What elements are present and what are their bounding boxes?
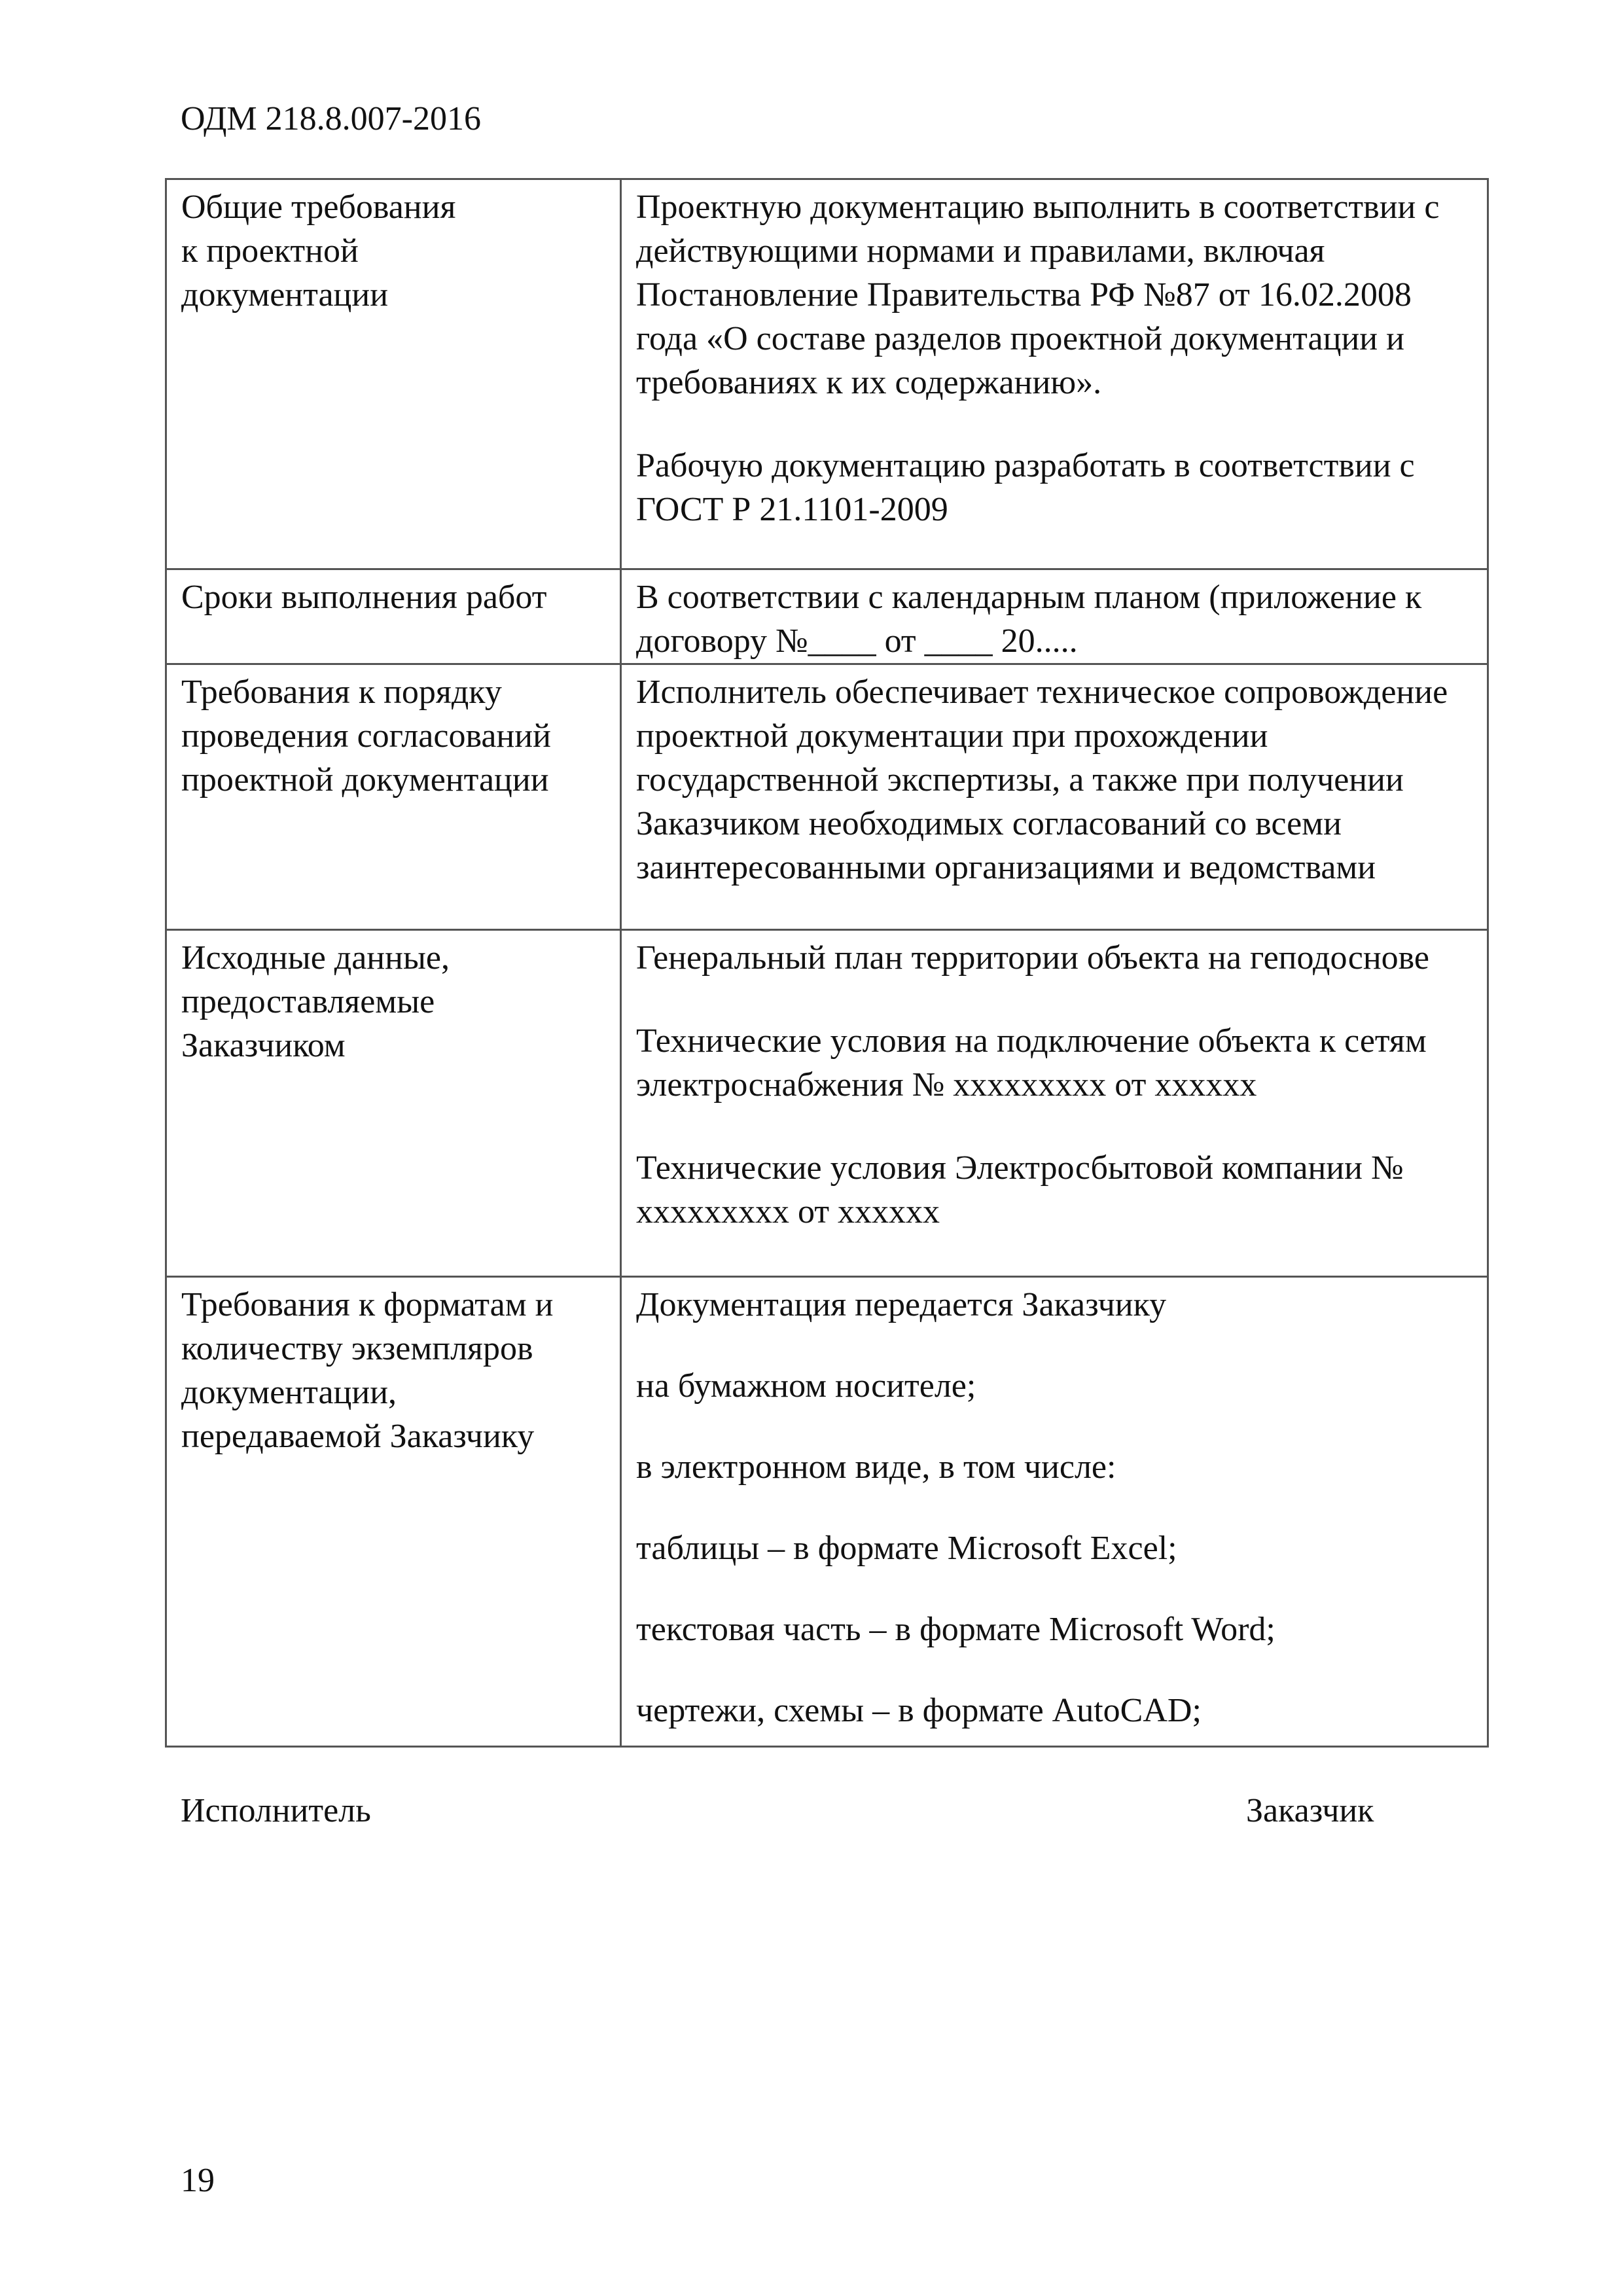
cell-paragraph: на бумажном носителе; <box>636 1367 976 1405</box>
cell-paragraph: Технические условия на подключение объекта к сетям электроснабжения № ххххххххх от хххххх <box>636 1022 1427 1103</box>
row-content-cell <box>621 664 1488 930</box>
table-row <box>166 930 1488 1277</box>
customer-signature-label: Заказчик <box>1246 1792 1374 1829</box>
table-row <box>166 664 1488 930</box>
requirements-table <box>165 178 1489 1748</box>
cell-paragraph: таблицы – в формате Microsoft Excel; <box>636 1530 1177 1567</box>
row-label: Требования к порядку проведения согласований проектной документации <box>181 673 551 798</box>
row-label: Сроки выполнения работ <box>181 579 547 616</box>
row-label: Требования к форматам и количеству экземпляров документации, передаваемой Заказчику <box>181 1286 554 1455</box>
table-row <box>166 1277 1488 1747</box>
row-content-cell <box>621 930 1488 1277</box>
cell-paragraph: В соответствии с календарным планом (приложение к договору №____ от ____ 20..... <box>636 579 1422 660</box>
table-row <box>166 179 1488 569</box>
row-label-cell <box>166 930 621 1277</box>
cell-paragraph: Генеральный план территории объекта на геподоснове <box>636 939 1429 977</box>
row-label-cell <box>166 1277 621 1747</box>
row-label-cell <box>166 179 621 569</box>
table-row <box>166 569 1488 664</box>
row-label: Исходные данные, предоставляемые Заказчиком <box>181 939 450 1064</box>
row-label: Общие требования к проектной документации <box>181 188 456 314</box>
document-code: ОДМ 218.8.007-2016 <box>181 100 481 137</box>
cell-paragraph: Исполнитель обеспечивает техническое сопровождение проектной документации при прохождении государственной экспертизы, а также при получении Заказчиком необходимых согласований со всеми заинтересованными организациями и ведомствами <box>636 673 1448 886</box>
cell-paragraph: текстовая часть – в формате Microsoft Word; <box>636 1611 1275 1648</box>
cell-paragraph: чертежи, схемы – в формате AutoCAD; <box>636 1692 1202 1729</box>
contractor-signature-label: Исполнитель <box>181 1792 371 1829</box>
cell-paragraph: Проектную документацию выполнить в соответствии с действующими нормами и правилами, включая Постановление Правительства РФ №87 от 16.02.2008 года «О составе разделов проектной документации и требованиях к их содержанию». <box>636 188 1440 401</box>
cell-paragraph: Технические условия Электросбытовой компании № ххххххххх от хххххх <box>636 1149 1404 1230</box>
row-label-cell <box>166 664 621 930</box>
row-content-cell <box>621 179 1488 569</box>
row-content-cell <box>621 1277 1488 1747</box>
cell-paragraph: Рабочую документацию разработать в соответствии с ГОСТ Р 21.1101-2009 <box>636 447 1415 528</box>
cell-paragraph: Документация передается Заказчику <box>636 1286 1167 1323</box>
row-label-cell <box>166 569 621 664</box>
page-number: 19 <box>181 2162 215 2199</box>
row-content-cell <box>621 569 1488 664</box>
cell-paragraph: в электронном виде, в том числе: <box>636 1448 1116 1486</box>
